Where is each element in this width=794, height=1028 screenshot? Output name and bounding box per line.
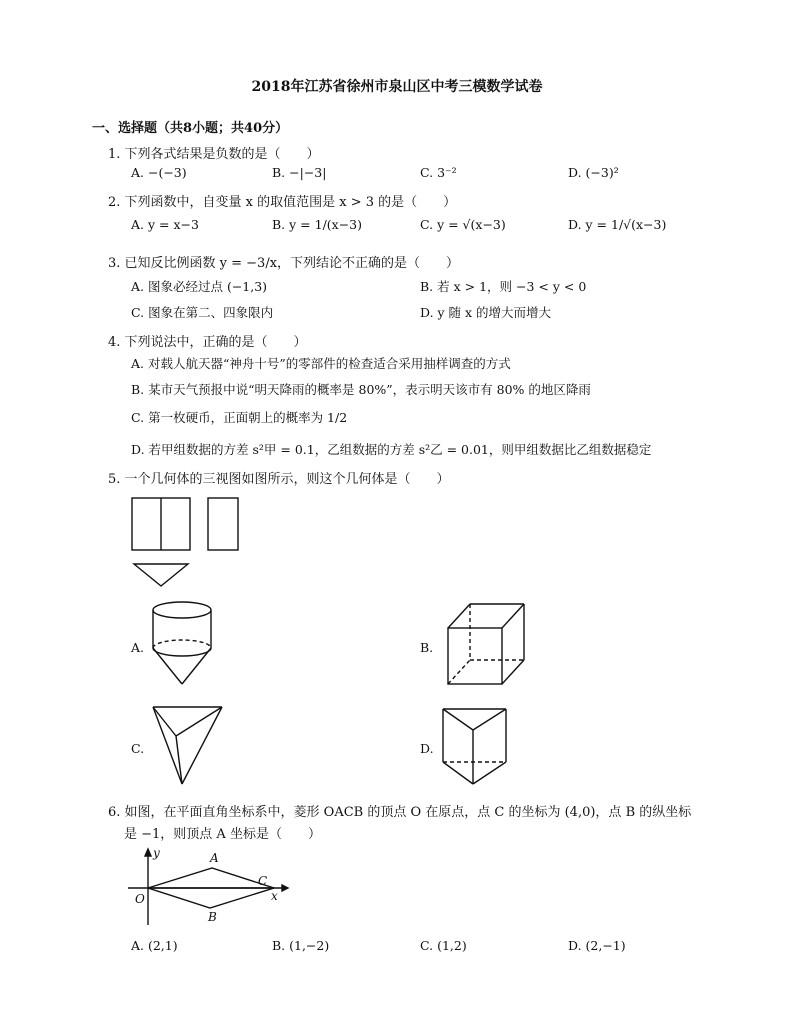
question-6-option-d[interactable]: D. (2,−1) <box>568 938 626 953</box>
question-3-option-d[interactable]: D. y 随 x 的增大而增大 <box>420 305 552 320</box>
question-1-option-a[interactable]: A. −(−3) <box>131 165 187 180</box>
side-view <box>208 498 238 550</box>
question-3-option-a[interactable]: A. 图象必经过点 (−1,3) <box>131 279 268 294</box>
question-6-stem-line-2: 是 −1，则顶点 A 坐标是（ ） <box>124 827 321 842</box>
question-2-option-c[interactable]: C. y = √(x−3) <box>420 217 506 232</box>
question-1-option-b[interactable]: B. −|−3| <box>272 165 327 180</box>
question-3-option-c[interactable]: C. 图象在第二、四象限内 <box>131 305 274 320</box>
question-5-option-c-label[interactable]: C. <box>131 741 145 756</box>
question-4-option-d[interactable]: D. 若甲组数据的方差 s²甲 = 0.1，乙组数据的方差 s²乙 = 0.01，则甲组数据比乙组数据稳定 <box>131 442 652 457</box>
question-2-stem: 2. 下列函数中，自变量 x 的取值范围是 x > 3 的是（ ） <box>108 195 457 210</box>
question-5-option-b-label[interactable]: B. <box>420 640 434 655</box>
question-4-option-c[interactable]: C. 第一枚硬币，正面朝上的概率为 1/2 <box>131 410 348 425</box>
option-b-solid-figure <box>444 600 534 690</box>
x-axis-label: x <box>271 889 278 903</box>
question-6-stem-line-1: 6. 如图，在平面直角坐标系中，菱形 OACB 的顶点 O 在原点，点 C 的坐标为 (4,0)，点 B 的纵坐标 <box>108 805 692 820</box>
option-c-solid-figure <box>150 704 230 788</box>
top-view <box>134 564 188 586</box>
question-6-option-c[interactable]: C. (1,2) <box>420 938 467 953</box>
question-5-stem: 5. 一个几何体的三视图如图所示，则这个几何体是（ ） <box>108 472 450 487</box>
point-c-label: C <box>258 874 268 888</box>
question-4-option-a[interactable]: A. 对载人航天器“神舟十号”的零部件的检查适合采用抽样调查的方式 <box>131 356 511 371</box>
question-2-option-a[interactable]: A. y = x−3 <box>131 217 199 232</box>
question-6-option-a[interactable]: A. (2,1) <box>131 938 178 953</box>
question-5-option-d-label[interactable]: D. <box>420 741 434 756</box>
question-3-option-b[interactable]: B. 若 x > 1，则 −3 < y < 0 <box>420 279 587 294</box>
three-views-figure <box>128 494 248 594</box>
page-title: 2018年江苏省徐州市泉山区中考三模数学试卷 <box>251 79 543 95</box>
question-2-option-d[interactable]: D. y = 1/√(x−3) <box>568 217 667 232</box>
section-heading: 一、选择题（共8小题；共40分） <box>92 121 289 136</box>
question-5-option-a-label[interactable]: A. <box>131 640 145 655</box>
question-6-option-b[interactable]: B. (1,−2) <box>272 938 330 953</box>
question-4-option-b[interactable]: B. 某市天气预报中说“明天降雨的概率是 80%”，表示明天该市有 80% 的地区降雨 <box>131 382 591 397</box>
question-1-option-d[interactable]: D. (−3)² <box>568 165 619 180</box>
question-2-option-b[interactable]: B. y = 1/(x−3) <box>272 217 363 232</box>
origin-label: O <box>135 892 145 906</box>
question-1-stem: 1. 下列各式结果是负数的是（ ） <box>108 147 320 162</box>
y-axis-label: y <box>153 846 160 860</box>
question-1-option-c[interactable]: C. 3⁻² <box>420 165 457 180</box>
option-d-solid-figure <box>440 706 510 788</box>
rhombus-figure <box>122 845 292 927</box>
question-4-stem: 4. 下列说法中，正确的是（ ） <box>108 335 307 350</box>
point-b-label: B <box>208 910 217 924</box>
question-3-stem: 3. 已知反比例函数 y = −3/x，下列结论不正确的是（ ） <box>108 256 460 271</box>
option-a-solid-figure <box>150 600 220 690</box>
point-a-label: A <box>210 851 219 865</box>
